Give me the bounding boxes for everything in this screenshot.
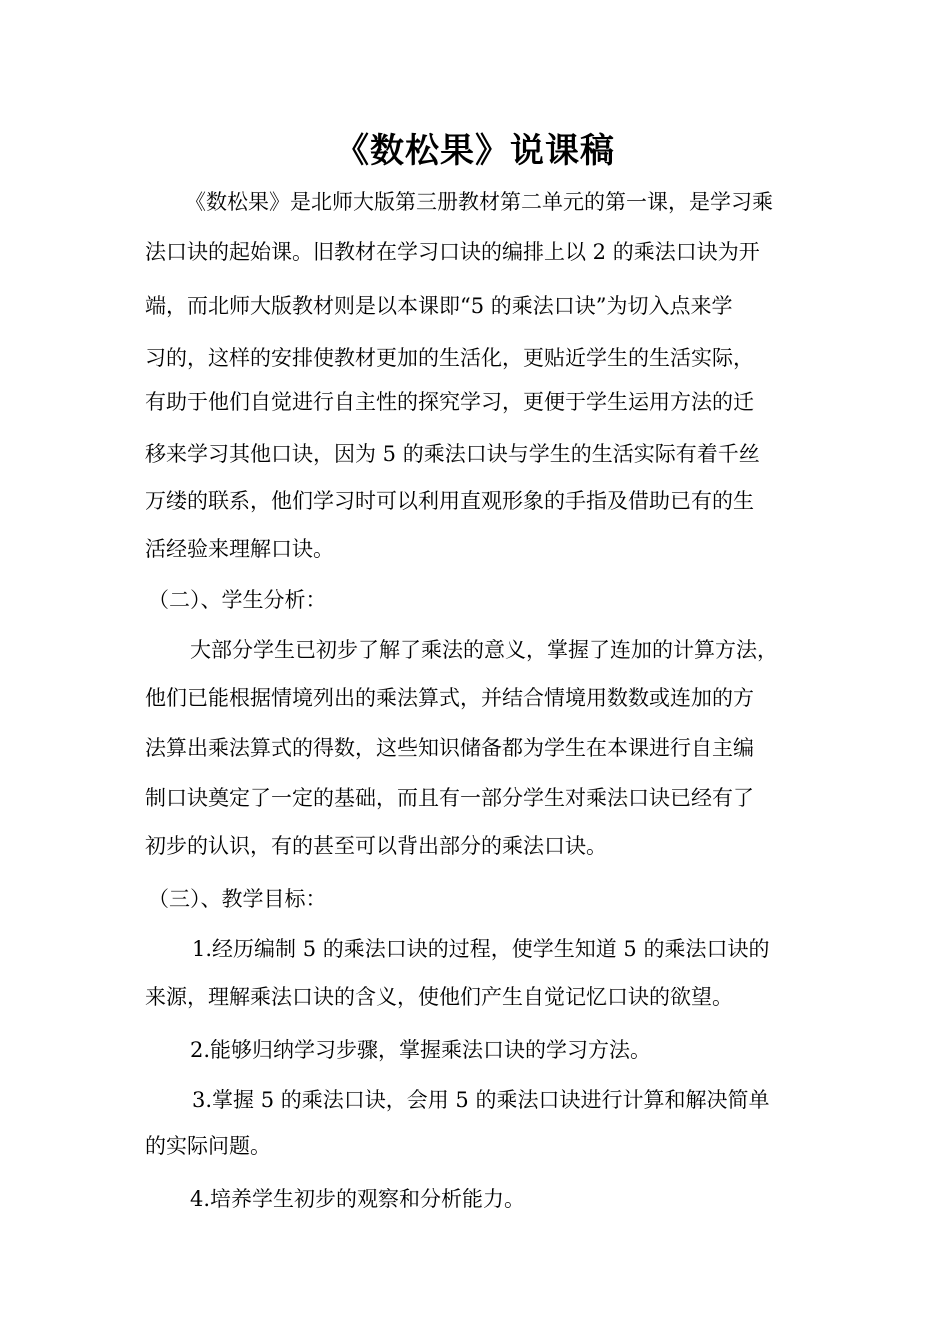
- section-heading-student-analysis: （二）、学生分析：: [148, 588, 327, 612]
- intro-line: 《数松果》是北师大版第三册教材第二单元的第一课，是学习乘: [185, 190, 773, 214]
- section-heading-teaching-goals: （三）、教学目标：: [148, 887, 327, 911]
- goal-1-line: 1.经历编制 5 的乘法口诀的过程，使学生知道 5 的乘法口诀的: [192, 937, 770, 961]
- goal-3-line: 的实际问题。: [145, 1134, 271, 1158]
- goal-2: 2.能够归纳学习步骤，掌握乘法口诀的学习方法。: [190, 1038, 652, 1062]
- intro-line: 有助于他们自觉进行自主性的探究学习，更便于学生运用方法的迁: [145, 390, 754, 414]
- intro-line: 万缕的联系，他们学习时可以利用直观形象的手指及借助已有的生: [145, 489, 754, 513]
- section2-line: 法算出乘法算式的得数，这些知识储备都为学生在本课进行自主编: [145, 736, 754, 760]
- section2-line: 初步的认识，有的甚至可以背出部分的乘法口诀。: [145, 834, 607, 858]
- intro-line: 习的，这样的安排使教材更加的生活化，更贴近学生的生活实际，: [145, 346, 754, 370]
- goal-1-line: 来源，理解乘法口诀的含义，使他们产生自觉记忆口诀的欲望。: [145, 985, 733, 1009]
- intro-line: 端，而北师大版教材则是以本课即“5 的乘法口诀”为切入点来学: [145, 294, 733, 318]
- section2-line: 大部分学生已初步了解了乘法的意义，掌握了连加的计算方法，: [190, 638, 778, 662]
- page-title: 《数松果》说课稿: [335, 131, 615, 171]
- intro-line: 活经验来理解口诀。: [145, 537, 334, 561]
- section2-line: 他们已能根据情境列出的乘法算式，并结合情境用数数或连加的方: [145, 686, 754, 710]
- goal-3-line: 3.掌握 5 的乘法口诀，会用 5 的乘法口诀进行计算和解决简单: [192, 1088, 770, 1112]
- goal-4: 4.培养学生初步的观察和分析能力。: [190, 1187, 526, 1211]
- intro-line: 移来学习其他口诀，因为 5 的乘法口诀与学生的生活实际有着千丝: [145, 442, 760, 466]
- section2-line: 制口诀奠定了一定的基础，而且有一部分学生对乘法口诀已经有了: [145, 786, 754, 810]
- intro-line: 法口诀的起始课。旧教材在学习口诀的编排上以 2 的乘法口诀为开: [145, 240, 760, 264]
